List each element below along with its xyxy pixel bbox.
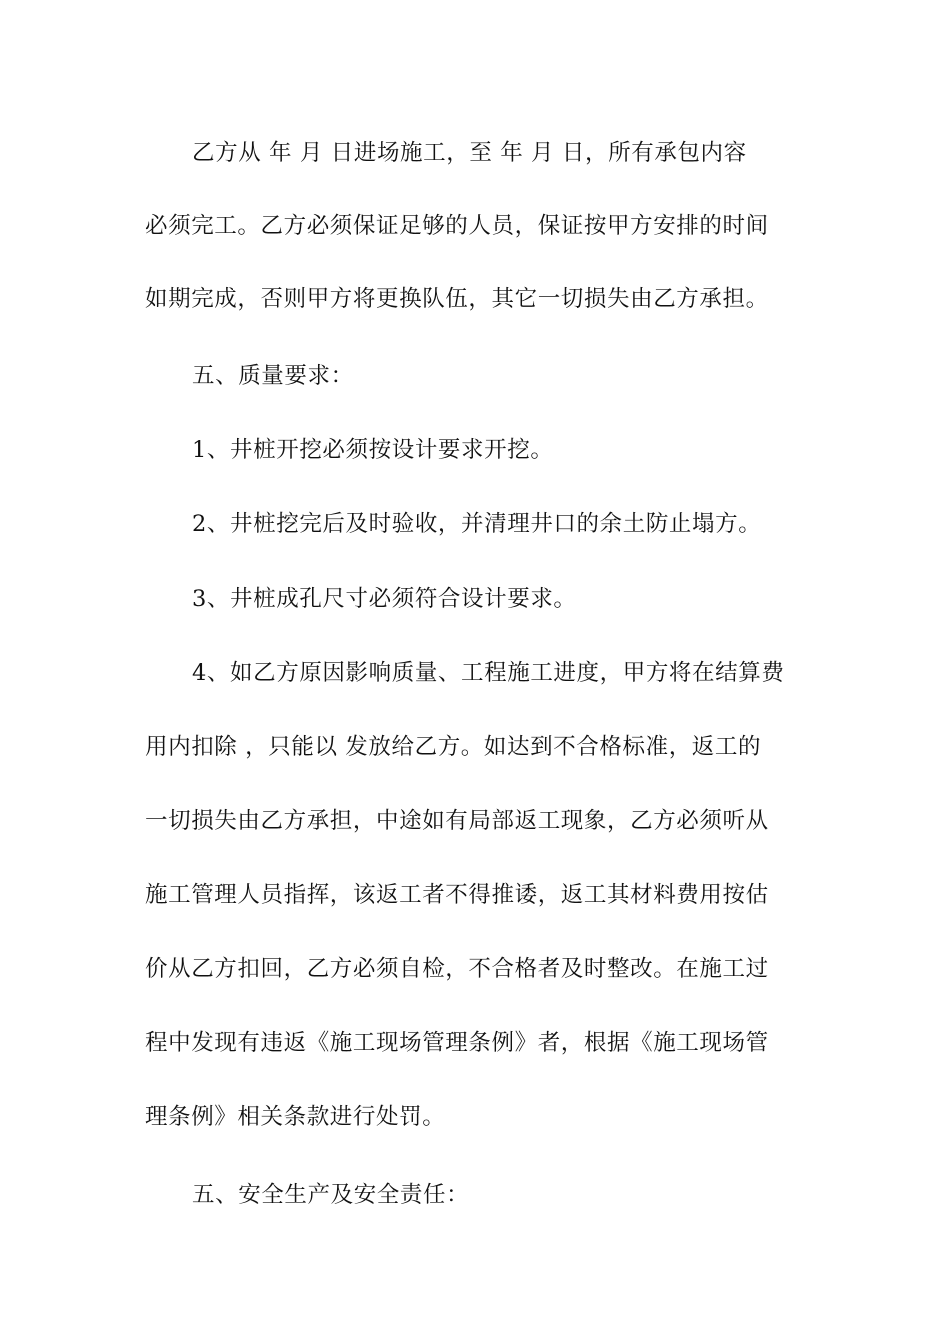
list-item: 4、如乙方原因影响质量、工程施工进度，甲方将在结算费 <box>192 660 785 686</box>
paragraph-line: 程中发现有违返《施工现场管理条例》者，根据《施工现场管 <box>145 1030 769 1056</box>
paragraph-line: 施工管理人员指挥，该返工者不得推诿，返工其材料费用按估 <box>145 882 769 908</box>
paragraph-line: 乙方从 年 月 日进场施工，至 年 月 日，所有承包内容 <box>192 140 747 166</box>
list-item: 1、井桩开挖必须按设计要求开挖。 <box>192 437 554 463</box>
list-item: 3、井桩成孔尺寸必须符合设计要求。 <box>192 586 577 612</box>
section-heading: 五、安全生产及安全责任： <box>192 1182 470 1208</box>
paragraph-line: 必须完工。乙方必须保证足够的人员，保证按甲方安排的时间 <box>145 213 769 239</box>
paragraph-line: 用内扣除 ，只能以 发放给乙方。如达到不合格标准，返工的 <box>145 734 762 760</box>
section-heading: 五、质量要求： <box>192 363 354 389</box>
paragraph-line: 一切损失由乙方承担，中途如有局部返工现象，乙方必须听从 <box>145 808 769 834</box>
list-item: 2、井桩挖完后及时验收，并清理井口的余土防止塌方。 <box>192 511 762 537</box>
paragraph-line: 价从乙方扣回，乙方必须自检，不合格者及时整改。在施工过 <box>145 956 769 982</box>
paragraph-line: 理条例》相关条款进行处罚。 <box>145 1104 446 1130</box>
paragraph-line: 如期完成，否则甲方将更换队伍，其它一切损失由乙方承担。 <box>145 286 769 312</box>
